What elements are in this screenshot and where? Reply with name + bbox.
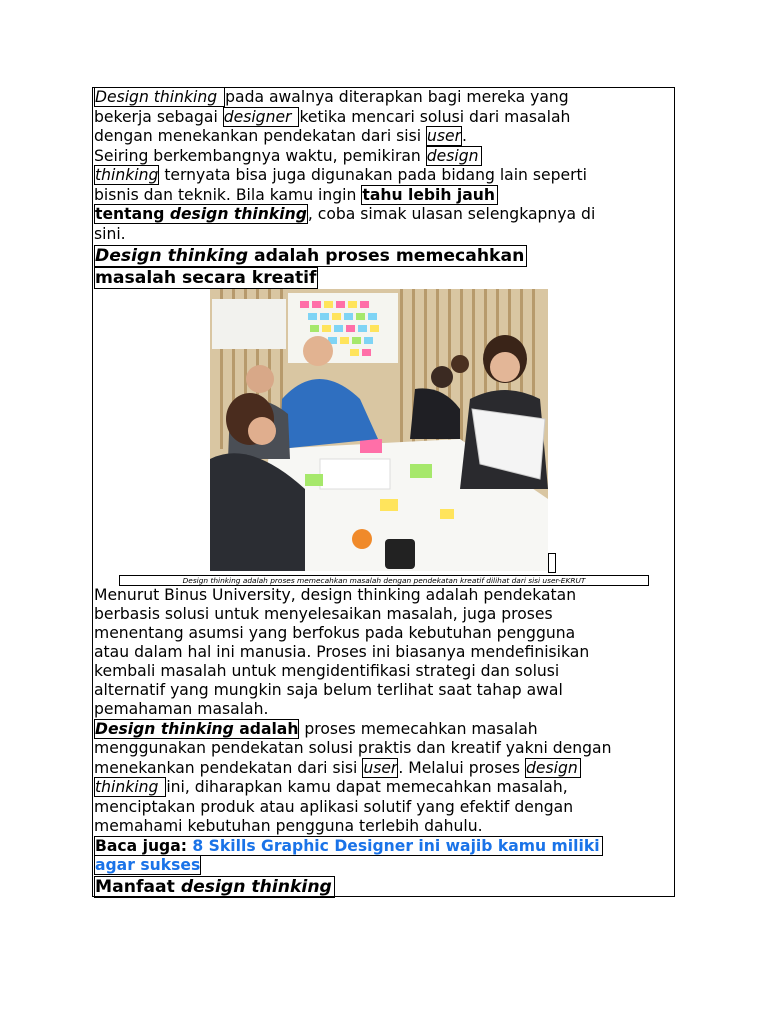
read-also-line-1 — [94, 837, 603, 856]
read-also-link[interactable]: 8 Skills Graphic Designer ini wajib kamu miliki — [192, 837, 600, 855]
term-design: design — [426, 146, 482, 166]
bold-tahu-lebih-jauh: tahu lebih jauh — [361, 185, 498, 205]
intro-line-2: bekerja sebagai designer ketika mencari solusi dari masalah — [94, 108, 571, 126]
read-also-box-2 — [94, 855, 201, 875]
para2-line-3: menentang asumsi yang berfokus pada kebutuhan pengguna — [94, 624, 576, 642]
para2-line-4: atau dalam hal ini manusia. Proses ini biasanya mendefinisikan — [94, 643, 590, 661]
para3-line-5: menciptakan produk atau aplikasi solutif yang efektif dengan — [94, 798, 574, 816]
heading-2 — [94, 876, 335, 898]
intro-line-4: Seiring berkembangnya waktu, pemikiran design — [94, 147, 482, 166]
intro-line-5: thinking ternyata bisa juga digunakan pada bidang lain seperti — [95, 166, 587, 184]
para2-line-1: Menurut Binus University, design thinking adalah pendekatan — [94, 586, 577, 604]
heading-2-box: Manfaat design thinking — [94, 876, 335, 898]
para3-line-1: Design thinking adalah proses memecahkan masalah — [95, 720, 538, 738]
term-thinking: thinking — [95, 166, 159, 184]
term-thinking-2: thinking — [94, 777, 166, 797]
figure-caption: Design thinking adalah proses memecahkan masalah dengan pendekatan kreatif dilihat dari sisi user-EKRUT — [119, 575, 649, 586]
term-design-2: design — [525, 758, 581, 778]
heading-1-line-2 — [94, 267, 318, 289]
para2-line-2: berbasis solusi untuk menyelesaikan masalah, juga proses — [94, 605, 553, 623]
para3-line-4: thinking ini, diharapkan kamu dapat memecahkan masalah, — [95, 778, 568, 796]
heading-1-box-2: masalah secara kreatif — [95, 268, 317, 288]
para2-line-7: pemahaman masalah. — [94, 700, 269, 718]
bold-design-thinking-adalah: Design thinking adalah — [95, 720, 299, 738]
term-designer: designer — [223, 107, 300, 127]
photo-marker — [548, 553, 556, 573]
para3-line-6: memahami kebutuhan pengguna terlebih dahulu. — [94, 817, 483, 835]
read-also-label: Baca juga: — [95, 837, 193, 855]
heading-1-line-1 — [94, 245, 527, 267]
read-also-line-2 — [94, 856, 201, 875]
read-also-link-2[interactable]: agar sukses — [95, 856, 201, 874]
intro-line-8: sini. — [94, 225, 126, 243]
term-user-2: user — [363, 759, 398, 777]
para3-line-3: menekankan pendekatan dari sisi user. Melalui proses design — [94, 759, 581, 778]
term-design-thinking: Design thinking — [94, 87, 225, 107]
intro-line-6: bisnis dan teknik. Bila kamu ingin tahu lebih jauh — [94, 186, 498, 205]
term-user: user — [427, 127, 462, 145]
bold-tentang-design-thinking: tentang design thinking — [95, 205, 307, 223]
heading-1-box: Design thinking adalah proses memecahkan — [94, 245, 527, 267]
workshop-photo — [210, 289, 548, 571]
para2-line-5: kembali masalah untuk mengidentifikasi strategi dan solusi — [94, 662, 560, 680]
intro-line-7: tentang design thinking, coba simak ulasan selengkapnya di — [95, 205, 596, 223]
para2-line-6: alternatif yang mungkin saja belum terlihat saat tahap awal — [94, 681, 563, 699]
intro-line-1: Design thinking pada awalnya diterapkan bagi mereka yang — [95, 88, 569, 106]
read-also-box — [94, 836, 603, 856]
intro-line-3: dengan menekankan pendekatan dari sisi user. — [94, 127, 467, 145]
para3-line-2: menggunakan pendekatan solusi praktis dan kreatif yakni dengan — [94, 739, 612, 757]
